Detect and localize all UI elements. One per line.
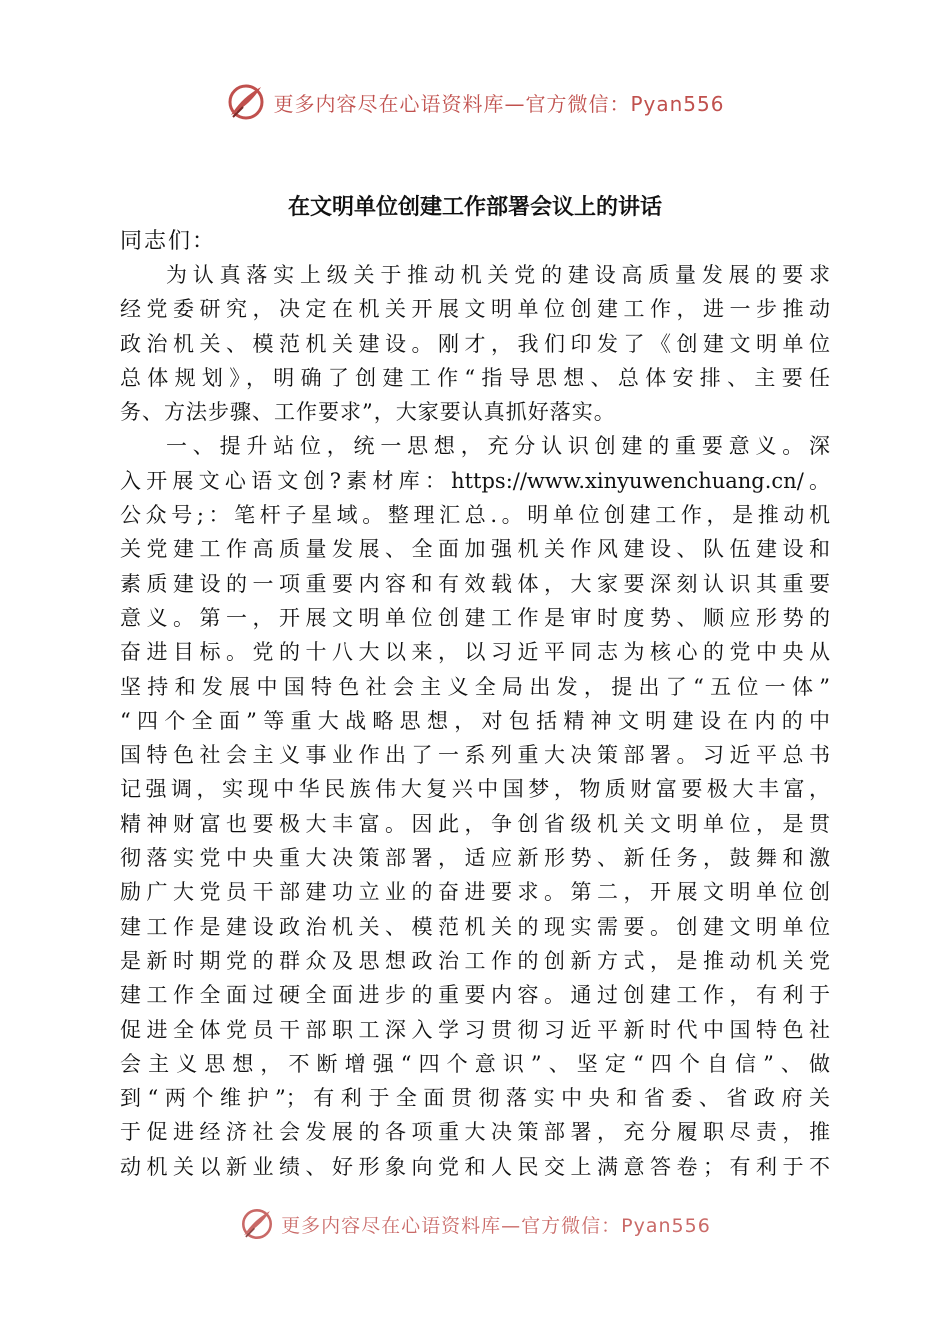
quill-logo-icon (239, 1206, 275, 1242)
text-line: 意义。第一，开展文明单位创建工作是审时度势、顺应形势的 (120, 605, 830, 630)
text-line: 是新时期党的群众及思想政治工作的创新方式，是推动机关党 (120, 948, 830, 973)
footer-banner (0, 1206, 950, 1242)
text-line: “四个全面”等重大战略思想，对包括精神文明建设在内的中 (120, 708, 830, 733)
header-banner (0, 80, 950, 124)
text-line: 会主义思想，不断增强“四个意识”、坚定“四个自信”、做 (120, 1051, 830, 1076)
text-line: 素质建设的一项重要内容和有效载体，大家要深刻认识其重要 (120, 571, 830, 596)
text-line: 公众号;：笔杆子星域。整理汇总.。明单位创建工作，是推动机 (120, 503, 830, 528)
paragraph (120, 258, 830, 429)
header-banner-text: 更多内容尽在心语资料库—官方微信：Pyan556 (273, 91, 725, 116)
text-line: 促进全体党员干部职工深入学习贯彻习近平新时代中国特色社 (120, 1017, 830, 1042)
text-line: 励广大党员干部建功立业的奋进要求。第二，开展文明单位创 (120, 880, 830, 905)
text-line: 关党建工作高质量发展、全面加强机关作风建设、队伍建设和 (120, 537, 830, 562)
text-line: 务、方法步骤、工作要求”，大家要认真抓好落实。 (120, 400, 616, 425)
text-line: 于促进经济社会发展的各项重大决策部署，充分履职尽责，推 (120, 1120, 830, 1145)
text-line: 坚持和发展中国特色社会主义全局出发，提出了“五位一体” (120, 674, 830, 699)
text-line: 政治机关、模范机关建设。刚才，我们印发了《创建文明单位 (120, 331, 830, 356)
text-line: 为认真落实上级关于推动机关党的建设高质量发展的要求 (166, 263, 830, 287)
salutation: 同志们： (120, 229, 217, 254)
text-line: 精神财富也要极大丰富。因此，争创省级机关文明单位，是贯 (120, 811, 830, 836)
text-line: 动机关以新业绩、好形象向党和人民交上满意答卷；有利于不 (120, 1154, 830, 1179)
text-line: 建工作是建设政治机关、模范机关的现实需要。创建文明单位 (120, 914, 830, 939)
paragraph (120, 429, 830, 1184)
text-line: 入开展文心语文创?素材库：https://www.xinyuwenchuang.cn/。 (120, 468, 830, 493)
text-line: 到“两个维护”；有利于全面贯彻落实中央和省委、省政府关 (120, 1086, 830, 1111)
quill-logo-icon (225, 81, 267, 123)
footer-banner-text: 更多内容尽在心语资料库—官方微信：Pyan556 (281, 1214, 711, 1237)
text-line: 建工作全面过硬全面进步的重要内容。通过创建工作，有利于 (120, 983, 830, 1008)
page-title: 在文明单位创建工作部署会议上的讲话 (287, 194, 662, 220)
text-line: 国特色社会主义事业作出了一系列重大决策部署。习近平总书 (120, 743, 830, 768)
text-line: 经党委研究，决定在机关开展文明单位创建工作，进一步推动 (120, 297, 830, 322)
text-line: 奋进目标。党的十八大以来，以习近平同志为核心的党中央从 (120, 640, 830, 665)
text-line: 总体规划》，明确了创建工作“指导思想、总体安排、主要任 (120, 365, 830, 390)
text-line: 彻落实党中央重大决策部署，适应新形势、新任务，鼓舞和激 (120, 846, 830, 871)
text-line: 一、提升站位，统一思想，充分认识创建的重要意义。深 (166, 434, 830, 459)
document-body (120, 188, 830, 1184)
text-line: 记强调，实现中华民族伟大复兴中国梦，物质财富要极大丰富， (120, 777, 830, 802)
